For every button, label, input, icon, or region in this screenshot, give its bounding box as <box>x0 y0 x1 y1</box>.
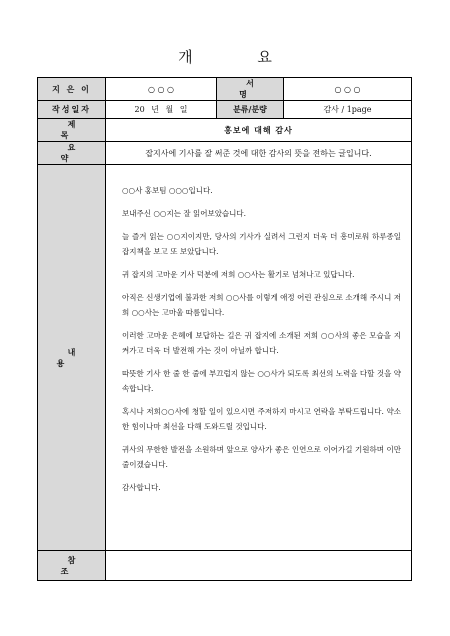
reference-value <box>106 551 412 581</box>
content-paragraph: 감사합니다. <box>122 483 161 492</box>
subject-label: 제 목 <box>38 119 106 142</box>
content-paragraph: 아직은 신생기업에 불과한 저희 ○○사를 이렇게 애정 어린 관심으로 소개해 주시니 저희 ○○사는 고마울 따름입니다. <box>122 293 401 317</box>
content-paragraph: 따뜻한 기사 한 줄 한 줄에 부끄럽지 않는 ○○사가 되도록 최선의 노력을 다할 것을 약속합니다. <box>122 369 401 393</box>
category-value: 감사 / 1page <box>284 101 412 119</box>
reference-row <box>38 551 412 581</box>
author-label: 지 은 이 <box>38 78 106 101</box>
content-paragraph: 혹시나 저희○○사에 청할 일이 있으시면 주저하지 마시고 연락을 부탁드립니다. 약소한 힘이나마 최선을 다해 도와드릴 것입니다. <box>122 407 401 431</box>
author-row <box>38 78 412 101</box>
document-title: 개 요 <box>178 48 302 66</box>
content-label: 내 용 <box>38 165 106 551</box>
author-value: ○ ○ ○ <box>106 78 217 101</box>
summary-label: 요 약 <box>38 142 106 165</box>
reference-label: 참 조 <box>38 551 106 581</box>
summary-form-table <box>37 77 412 581</box>
content-paragraph: 보내주신 ○○지는 잘 읽어보았습니다. <box>122 209 247 218</box>
category-label: 분류/분량 <box>217 101 284 119</box>
signature-label: 서 명 <box>217 78 284 101</box>
date-label: 작성일자 <box>38 101 106 119</box>
summary-value: 잡지사에 기사를 잘 써준 것에 대한 감사의 뜻을 전하는 글입니다. <box>106 142 412 165</box>
summary-row <box>38 142 412 165</box>
content-paragraph: ○○사 홍보팀 ○○○입니다. <box>122 186 213 195</box>
content-body <box>106 165 412 551</box>
subject-row <box>38 119 412 142</box>
content-paragraph: 귀사의 무한한 발전을 소원하며 앞으로 양사가 좋은 인연으로 이어가길 기원하며 이만 줄이겠습니다. <box>122 445 401 469</box>
signature-value: ○ ○ ○ <box>284 78 412 101</box>
content-paragraph: 이러한 고마운 은혜에 보답하는 길은 귀 잡지에 소개된 저희 ○○사의 좋은 모습을 지켜가고 더욱 더 발전해 가는 것이 아닐까 합니다. <box>122 331 401 355</box>
content-paragraph: 늘 즐겨 읽는 ○○지이지만, 당사의 기사가 실려서 그런지 더욱 더 흥미로워 하루종일 잡지책을 보고 또 보았답니다. <box>122 232 401 256</box>
content-row <box>38 165 412 551</box>
date-value: 20 년 월 일 <box>106 101 217 119</box>
date-row <box>38 101 412 119</box>
subject-value: 홍보에 대해 감사 <box>106 119 412 142</box>
content-paragraph: 귀 잡지의 고마운 기사 덕분에 저희 ○○사는 활기로 넘쳐나고 있답니다. <box>122 270 355 279</box>
